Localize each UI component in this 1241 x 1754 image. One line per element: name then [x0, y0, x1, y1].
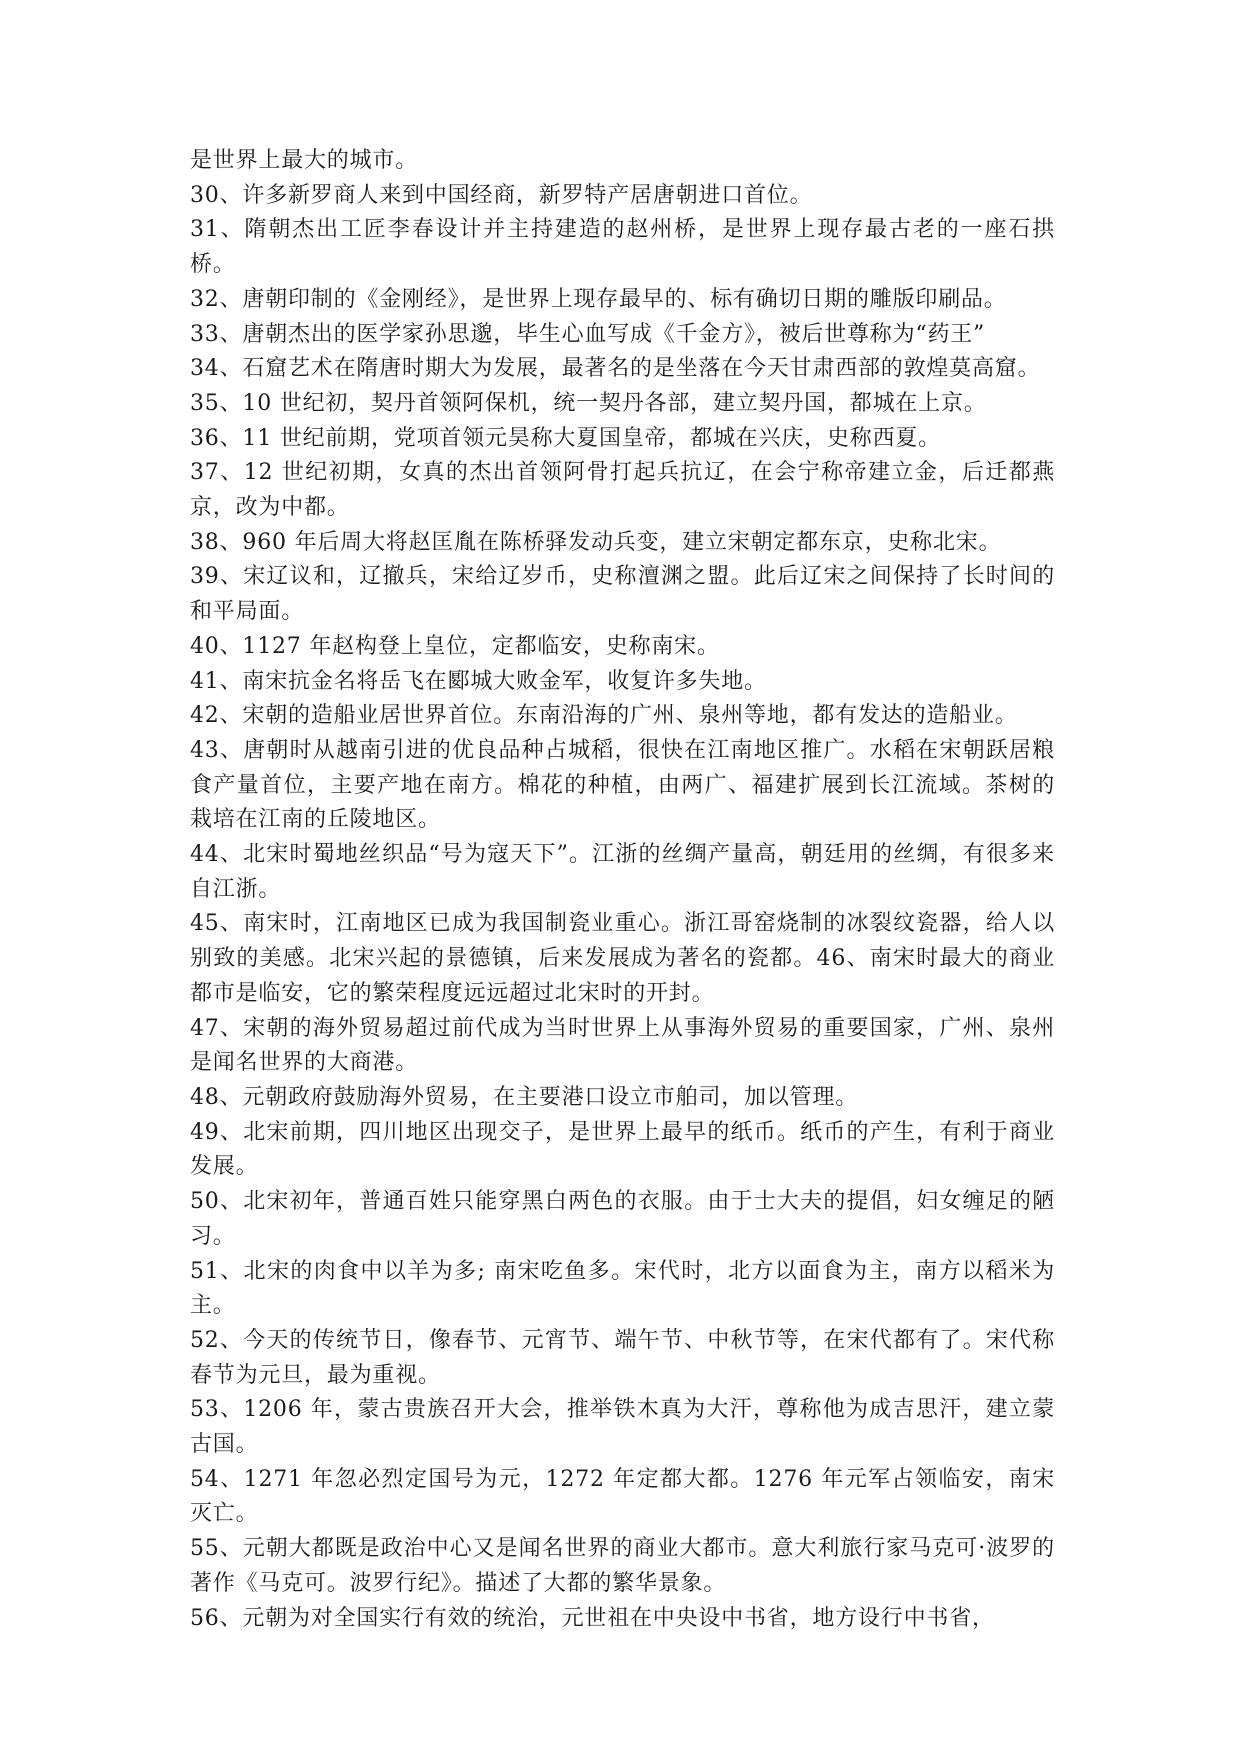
paragraph-44: 44、北宋时蜀地丝织品“号为寇天下”。江浙的丝绸产量高，朝廷用的丝绸，有很多来自江浙。 — [190, 842, 1055, 902]
paragraph-50: 50、北宋初年，普通百姓只能穿黑白两色的衣服。由于士大夫的提倡，妇女缠足的陋习。 — [190, 1189, 1055, 1249]
paragraph-continuation: 是世界上最大的城市。 — [190, 148, 419, 173]
paragraph-48: 48、元朝政府鼓励海外贸易，在主要港口设立市舶司，加以管理。 — [190, 1084, 858, 1110]
paragraph-56: 56、元朝为对全国实行有效的统治，元世祖在中央设中书省，地方设行中书省， — [190, 1605, 995, 1631]
paragraph-31: 31、隋朝杰出工匠李春设计并主持建造的赵州桥，是世界上现存最古老的一座石拱桥。 — [190, 217, 1055, 278]
paragraph-49: 49、北宋前期，四川地区出现交子，是世界上最早的纸币。纸币的产生，有利于商业发展。 — [190, 1119, 1055, 1180]
paragraph-40: 40、1127 年赵构登上皇位，定都临安，史称南宋。 — [190, 633, 720, 659]
document-body — [190, 144, 1055, 1636]
paragraph-30: 30、许多新罗商人来到中国经商，新罗特产居唐朝进口首位。 — [190, 182, 813, 208]
paragraph-42: 42、宋朝的造船业居世界首位。东南沿海的广州、泉州等地，都有发达的造船业。 — [190, 703, 1018, 729]
paragraph-39: 39、宋辽议和，辽撤兵，宋给辽岁币，史称澶渊之盟。此后辽宋之间保持了长时间的和平局面。 — [190, 564, 1055, 625]
paragraph-53: 53、1206 年，蒙古贵族召开大会，推举铁木真为大汗，尊称他为成吉思汗，建立蒙古国。 — [190, 1397, 1055, 1458]
paragraph-32: 32、唐朝印制的《金刚经》，是世界上现存最早的、标有确切日期的雕版印刷品。 — [190, 286, 1007, 312]
paragraph-33: 33、唐朝杰出的医学家孙思邈，毕生心血写成《千金方》，被后世尊称为“药王” — [190, 321, 986, 347]
paragraph-47: 47、宋朝的海外贸易超过前代成为当时世界上从事海外贸易的重要国家，广州、泉州是闻名世界的大商港。 — [190, 1015, 1055, 1076]
paragraph-34: 34、石窟艺术在隋唐时期大为发展，最著名的是坐落在今天甘肃西部的敦煌莫高窟。 — [190, 356, 1041, 382]
paragraph-37: 37、12 世纪初期，女真的杰出首领阿骨打起兵抗辽，在会宁称帝建立金，后迁都燕京，改为中都。 — [190, 460, 1055, 521]
paragraph-45-46: 45、南宋时，江南地区已成为我国制瓷业重心。浙江哥窑烧制的冰裂纹瓷器，给人以别致的美感。北宋兴起的景德镇，后来发展成为著名的瓷都。46、南宋时最大的商业都市是临安，它的繁荣程度远远超过北宋时的开封。 — [190, 911, 1055, 1006]
paragraph-38: 38、960 年后周大将赵匡胤在陈桥驿发动兵变，建立宋朝定都东京，史称北宋。 — [190, 529, 1002, 555]
paragraph-52: 52、今天的传统节日，像春节、元宵节、端午节、中秋节等，在宋代都有了。宋代称春节为元旦，最为重视。 — [190, 1327, 1055, 1388]
paragraph-51: 51、北宋的肉食中以羊为多; 南宋吃鱼多。宋代时，北方以面食为主，南方以稻米为主。 — [190, 1258, 1055, 1319]
paragraph-43: 43、唐朝时从越南引进的优良品种占城稻，很快在江南地区推广。水稻在宋朝跃居粮食产量首位，主要产地在南方。棉花的种植，由两广、福建扩展到长江流域。茶树的栽培在江南的丘陵地区。 — [190, 737, 1055, 833]
paragraph-36: 36、11 世纪前期，党项首领元昊称大夏国皇帝，都城在兴庆，史称西夏。 — [190, 425, 941, 451]
paragraph-55: 55、元朝大都既是政治中心又是闻名世界的商业大都市。意大利旅行家马克可·波罗的著作《马克可。波罗行纪》。描述了大都的繁华景象。 — [190, 1536, 1055, 1596]
paragraph-54: 54、1271 年忽必烈定国号为元，1272 年定都大都。1276 年元军占领临安，南宋灭亡。 — [190, 1466, 1055, 1527]
paragraph-41: 41、南宋抗金名将岳飞在郾城大败金军，收复许多失地。 — [190, 668, 767, 694]
paragraph-35: 35、10 世纪初，契丹首领阿保机，统一契丹各部，建立契丹国，都城在上京。 — [190, 390, 987, 416]
